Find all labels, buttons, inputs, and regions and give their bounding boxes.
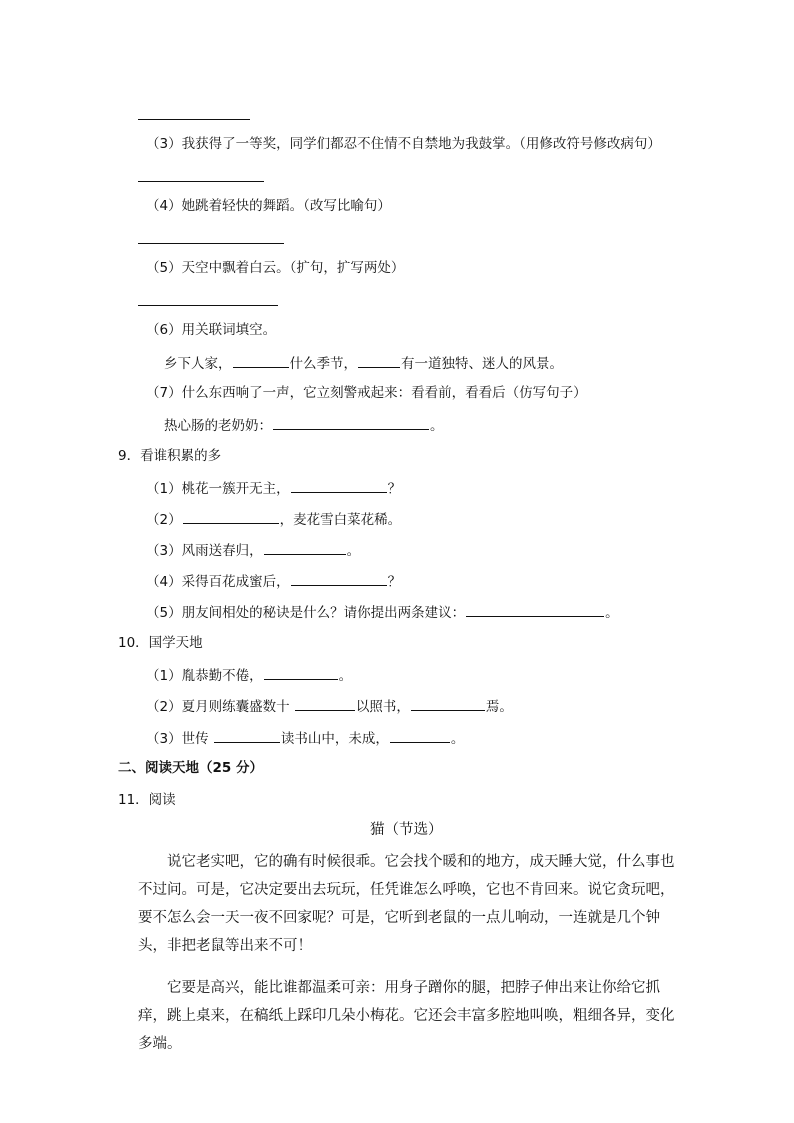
q8-item-6-part-c: 有一道独特、迷人的风景。 [401,356,563,372]
blank-10-1[interactable] [264,664,338,680]
q9-item-2 [146,508,401,530]
blank-9-2[interactable] [183,508,279,524]
q8-item-6-sentence [164,352,563,374]
q8-item-7: （7）什么东西响了一声，它立刻警戒起来：看看前，看看后（仿写句子） [146,385,587,401]
q10-item-2-end: 焉。 [485,699,513,715]
q8-item-6: （6）用关联词填空。 [146,322,277,338]
q9-item-5 [146,601,619,623]
blank-10-3b[interactable] [390,727,450,743]
q9-item-3 [146,539,360,561]
answer-line-3[interactable] [138,181,264,182]
q9-item-4-end: ？ [387,574,402,590]
q9-title: 9．看谁积累的多 [118,448,222,464]
q9-item-2-num: （2） [146,512,182,528]
article-paragraph-1 [138,848,676,960]
q8-item-4: （4）她跳着轻快的舞蹈。（改写比喻句） [146,198,391,214]
blank-10-2a[interactable] [295,695,355,711]
blank-10-3a[interactable] [214,727,280,743]
q10-item-2-mid: 以照书， [355,699,410,715]
q9-item-2-text: ，麦花雪白菜花稀。 [279,512,402,528]
q10-item-1 [146,664,352,686]
q10-item-1-end: 。 [338,668,353,684]
q9-item-1 [146,477,401,499]
q9-item-4-text: （4）采得百花成蜜后， [146,574,290,590]
q8-item-7-sentence [164,414,444,436]
answer-line-2[interactable] [138,119,250,120]
q9-item-5-end: 。 [605,605,619,621]
blank-9-5[interactable] [466,601,604,617]
q10-item-3-end: 。 [450,731,465,747]
q9-item-3-end: 。 [346,543,361,559]
blank-6b[interactable] [358,352,400,368]
q10-title: 10．国学天地 [118,635,203,651]
blank-7[interactable] [273,414,429,430]
blank-6a[interactable] [233,352,289,368]
answer-line-4[interactable] [138,243,284,244]
q10-item-3-text: （3）世传 [146,731,209,747]
q8-item-6-part-b: 什么季节， [289,356,357,372]
q10-item-3 [146,727,464,749]
q9-item-1-text: （1）桃花一簇开无主， [146,481,290,497]
blank-10-2b[interactable] [411,695,485,711]
q8-item-7-end: 。 [430,418,444,434]
q10-item-2-text: （2）夏月则练囊盛数十 [146,699,290,715]
q9-item-5-text: （5）朋友间相处的秘诀是什么？请你提出两条建议： [146,605,466,621]
section-2-heading: 二、阅读天地（25 分） [118,760,263,776]
answer-line-5[interactable] [138,305,278,306]
q11-title: 11．阅读 [118,792,176,808]
q8-item-6-part-a: 乡下人家， [164,356,232,372]
blank-9-4[interactable] [291,570,387,586]
q8-item-3: （3）我获得了一等奖，同学们都忍不住情不自禁地为我鼓掌。（用修改符号修改病句） [146,136,661,152]
q10-item-2 [146,695,513,717]
article-paragraph-2 [138,974,676,1058]
article-paragraph-2-text: 它要是高兴，能比谁都温柔可亲：用身子蹭你的腿，把脖子伸出来让你给它抓痒，跳上桌来，在稿纸上踩印几朵小梅花。它还会丰富多腔地叫唤，粗细各异，变化多端。 [138,980,675,1052]
q8-item-5: （5）天空中飘着白云。（扩句，扩写两处） [146,260,405,276]
article-paragraph-1-text: 说它老实吧，它的确有时候很乖。它会找个暖和的地方，成天睡大觉，什么事也不过问。可是，它决定要出去玩玩，任凭谁怎么呼唤，它也不肯回来。说它贪玩吧，要不怎么会一天一夜不回家呢？可是，它听到老鼠的一点儿响动，一连就是几个钟头，非把老鼠等出来不可！ [138,854,675,954]
article-title: 猫（节选） [370,822,443,838]
blank-9-3[interactable] [264,539,346,555]
q9-item-4 [146,570,401,592]
q9-item-1-end: ？ [387,481,402,497]
blank-9-1[interactable] [291,477,387,493]
q10-item-1-text: （1）胤恭勤不倦， [146,668,263,684]
q9-item-3-text: （3）风雨送春归， [146,543,263,559]
q8-item-7-part-a: 热心肠的老奶奶： [164,418,272,434]
q10-item-3-mid: 读书山中，未成， [280,731,389,747]
